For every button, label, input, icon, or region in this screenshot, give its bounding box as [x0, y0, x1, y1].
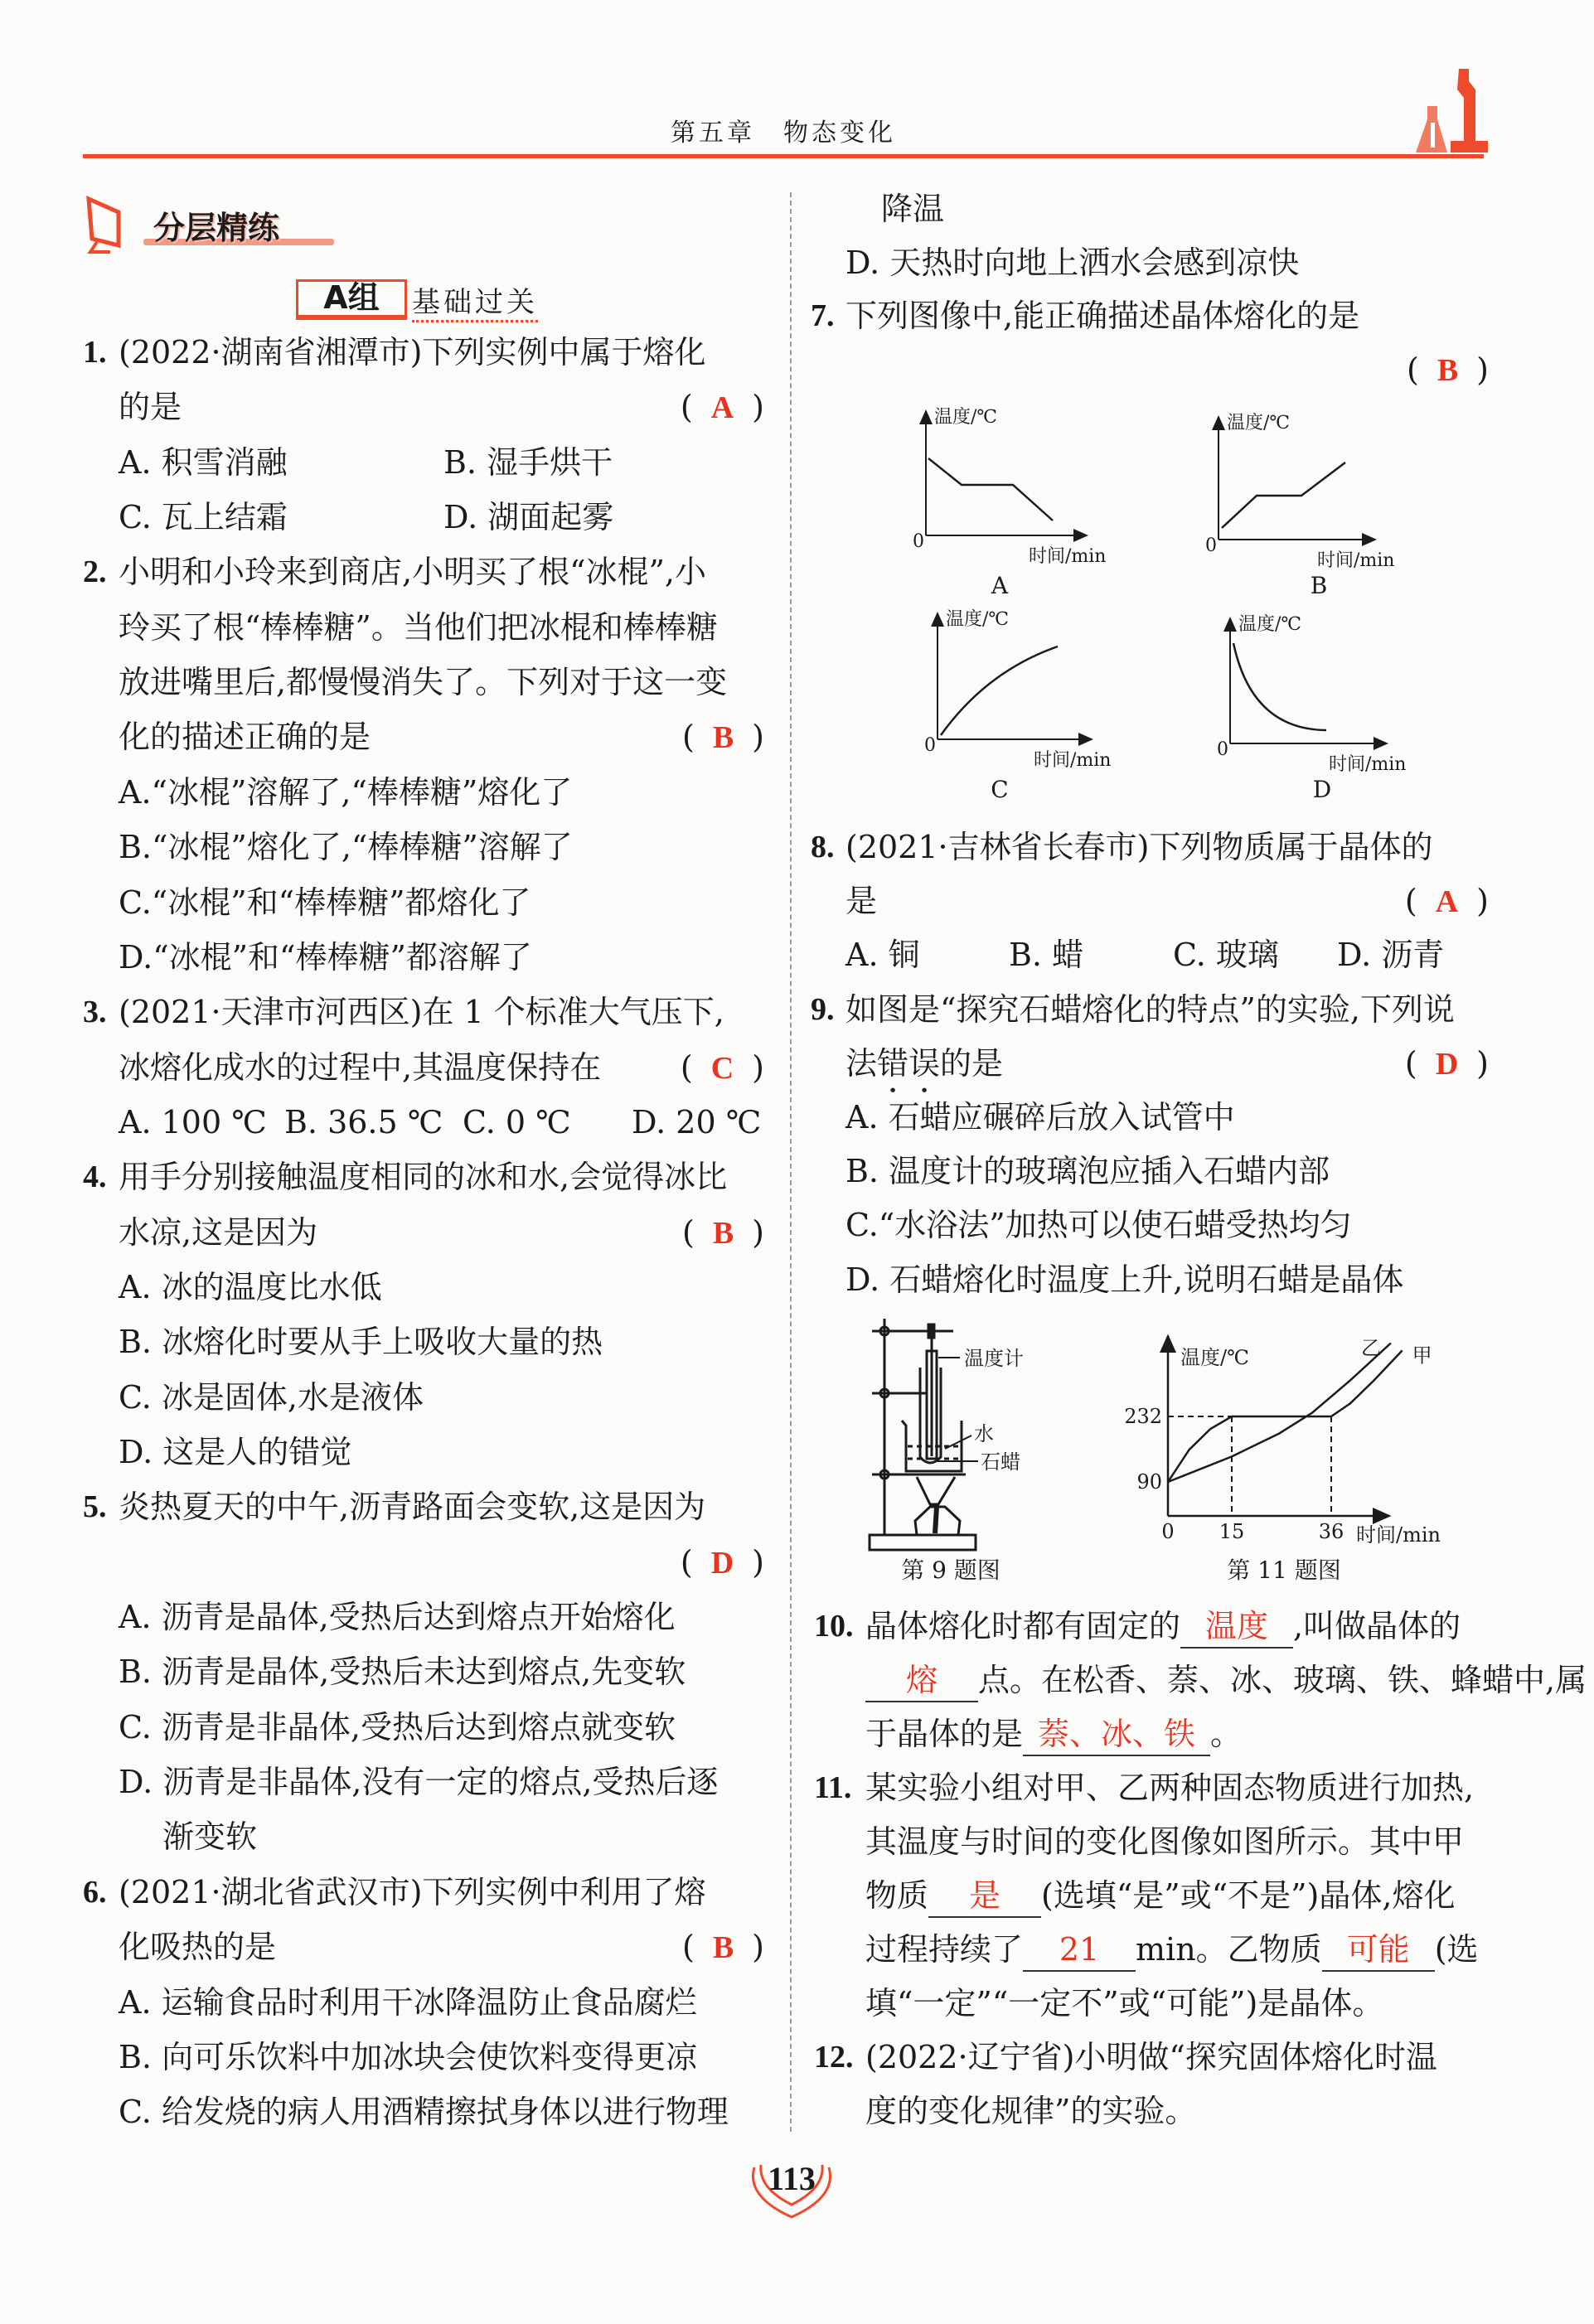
text-segment: A.“冰棍”溶解了,“棒棒糖”熔化了: [119, 773, 573, 811]
question-number: 8.: [811, 830, 835, 864]
question-number: 6.: [83, 1874, 107, 1910]
x-axis-label: 时间/min: [1329, 754, 1407, 775]
chapter-title: 第五章 物态变化: [671, 119, 896, 148]
text-segment: 其温度与时间的变化图像如图所示。其中甲: [865, 1823, 1465, 1860]
text-segment: D. 这是人的错觉: [119, 1434, 352, 1470]
answer-letter: B: [712, 1930, 734, 1966]
text-segment: B. 沥青是晶体,受热后未达到熔点,先变软: [119, 1653, 686, 1691]
text-segment: D. 沥青是非晶体,没有一定的熔点,受热后逐: [119, 1764, 719, 1801]
y-axis-label: 温度/℃: [946, 609, 1010, 630]
answer-option: C. 瓦上结霜: [119, 499, 288, 536]
origin-label: 0: [913, 531, 924, 552]
q7-graphs: [913, 407, 1406, 803]
fill-in-answer: 可能: [1322, 1929, 1435, 1972]
graph-curve: [1222, 462, 1345, 528]
q11-chart: [1124, 1336, 1441, 1547]
text-segment: 冰熔化成水的过程中,其温度保持在: [119, 1048, 602, 1086]
x-axis-label: 时间/min: [1356, 1523, 1441, 1547]
text-segment: (2021·湖北省武汉市)下列实例中利用了熔: [119, 1873, 706, 1910]
x-tick-label: 15: [1219, 1520, 1245, 1543]
y-tick-label: 232: [1124, 1405, 1162, 1428]
graph-c: [924, 609, 1111, 803]
group-subtitle: 基础过关: [412, 279, 538, 322]
answer-bracket: ( B ): [681, 1213, 764, 1251]
x-axis-label: 时间/min: [1029, 546, 1107, 567]
answer-letter: D: [710, 1545, 734, 1581]
text-segment: A. 石蜡应碾碎后放入试管中: [845, 1099, 1235, 1135]
text-segment: 放进嘴里后,都慢慢消失了。下列对于这一变: [119, 664, 728, 701]
answer-letter: A: [710, 390, 734, 426]
question-number: 7.: [811, 298, 835, 334]
text-segment: 下列图像中,能正确描述晶体熔化的是: [845, 298, 1360, 335]
answer-bracket: ( A ): [680, 389, 764, 426]
text-segment: 小明和小玲来到商店,小明买了根“冰棍”,小: [119, 554, 707, 591]
text-segment: D. 石蜡熔化时温度上升,说明石蜡是晶体: [845, 1261, 1404, 1298]
text-segment: 于晶体的是: [865, 1716, 1024, 1752]
text-segment: 的是: [119, 389, 182, 426]
answer-option: D. 湖面起雾: [443, 499, 614, 536]
text-segment: (选填“是”或“不是”)晶体,熔化: [1041, 1877, 1456, 1914]
text-segment: 化的描述正确的是: [119, 719, 371, 756]
text-segment: A. 运输食品时利用干冰降温防止食品腐烂: [119, 1983, 697, 2021]
graph-label: D: [1312, 776, 1332, 803]
text-segment: 水凉,这是因为: [119, 1213, 318, 1251]
graph-b: [1205, 413, 1394, 599]
text-segment: (2022·湖南省湘潭市)下列实例中属于熔化: [119, 334, 706, 370]
fig9-caption: 第 9 题图: [901, 1557, 1000, 1584]
series-label: 乙: [1360, 1336, 1381, 1360]
text-segment: 过程持续了: [865, 1931, 1024, 1968]
text-segment: 降温: [881, 191, 945, 227]
text-segment: 物质: [865, 1877, 929, 1914]
text-segment: (2021·吉林省长春市)下列物质属于晶体的: [845, 829, 1433, 865]
x-axis-label: 时间/min: [1034, 750, 1112, 771]
text-segment: 化吸热的是: [119, 1929, 277, 1966]
text-segment: B. 冰熔化时要从手上吸收大量的热: [119, 1324, 603, 1361]
section-title-text: 分层精练: [153, 210, 280, 246]
text-segment: A. 冰的温度比水低: [119, 1268, 382, 1305]
text-segment: C. 给发烧的病人用酒精擦拭身体以进行物理: [119, 2094, 729, 2131]
answer-letter: A: [1435, 884, 1459, 920]
y-tick-label: 90: [1136, 1470, 1162, 1494]
fill-in-answer: 萘、冰、铁: [1023, 1713, 1210, 1756]
page-number: 113: [768, 2160, 816, 2197]
question-number: 5.: [83, 1489, 107, 1525]
water-label: 水: [974, 1422, 994, 1445]
text-segment: B.“冰棍”熔化了,“棒棒糖”溶解了: [119, 829, 573, 866]
answer-letter: B: [712, 720, 734, 756]
x-tick-label: 0: [1161, 1520, 1175, 1543]
y-axis-label: 温度/℃: [1227, 413, 1291, 433]
text-segment: 填“一定”“一定不”或“可能”)是晶体。: [865, 1985, 1384, 2021]
answer-bracket: ( B ): [681, 1929, 764, 1966]
graph-label: B: [1310, 572, 1328, 599]
graph-label: C: [991, 776, 1009, 803]
text-segment: 点。在松香、萘、冰、玻璃、铁、蜂蜡中,属: [978, 1662, 1587, 1698]
answer-bracket: ( A ): [1404, 883, 1489, 920]
answer-option: B. 36.5 ℃: [284, 1103, 443, 1140]
fill-in-answer: 是: [928, 1875, 1041, 1918]
graph-curve: [1233, 643, 1326, 730]
answer-option: B. 蜡: [1009, 937, 1084, 974]
answer-option: A. 积雪消融: [119, 443, 288, 481]
text-segment: C. 沥青是非晶体,受热后达到熔点就变软: [119, 1708, 676, 1745]
group-badge: A组: [296, 279, 407, 320]
y-axis-label: 温度/℃: [1180, 1346, 1249, 1369]
question-number: 2.: [83, 554, 107, 590]
question-number: 12.: [814, 2040, 854, 2075]
text-segment: ,叫做晶体的: [1293, 1608, 1461, 1644]
y-axis-label: 温度/℃: [1238, 614, 1302, 635]
answer-option: C. 玻璃: [1173, 937, 1279, 974]
fill-in-answer: 21: [1023, 1929, 1136, 1972]
text-segment: 法: [845, 1044, 878, 1082]
x-tick-label: 36: [1318, 1520, 1344, 1543]
text-segment: A. 沥青是晶体,受热后达到熔点开始熔化: [119, 1599, 676, 1636]
text-segment: (2022·辽宁省)小明做“探究固体熔化时温: [865, 2039, 1437, 2075]
graph-curve: [941, 646, 1058, 735]
graph-label: A: [991, 572, 1009, 599]
answer-bracket: ( D ): [680, 1543, 764, 1581]
question-number: 10.: [814, 1609, 854, 1644]
question-number: 9.: [811, 991, 835, 1027]
answer-option: D. 沥青: [1337, 937, 1445, 974]
answer-bracket: ( B ): [681, 719, 764, 756]
text-segment: B. 向可乐饮料中加冰块会使饮料变得更凉: [119, 2038, 698, 2075]
text-segment: 是: [845, 883, 878, 920]
text-segment: B. 温度计的玻璃泡应插入石蜡内部: [845, 1153, 1330, 1190]
text-segment: D.“冰棍”和“棒棒糖”都溶解了: [119, 938, 532, 976]
answer-option: A. 铜: [845, 937, 920, 974]
fill-in-answer: 温度: [1180, 1605, 1293, 1649]
question-number: 3.: [83, 995, 107, 1030]
thermometer-label: 温度计: [964, 1347, 1024, 1370]
origin-label: 0: [924, 735, 936, 756]
graph-curve: [928, 458, 1053, 520]
wax-label: 石蜡: [981, 1450, 1020, 1474]
text-segment: 如图是“探究石蜡熔化的特点”的实验,下列说: [845, 990, 1455, 1028]
flame: [917, 1477, 955, 1504]
answer-option: D. 20 ℃: [632, 1103, 762, 1140]
answer-option: B. 湿手烘干: [443, 443, 613, 481]
answer-letter: C: [710, 1050, 734, 1086]
graph-d: [1217, 614, 1406, 803]
x-axis-label: 时间/min: [1317, 550, 1395, 571]
q9-apparatus-figure: [870, 1319, 978, 1550]
question-number: 11.: [814, 1770, 852, 1805]
answer-bracket: ( D ): [1404, 1044, 1489, 1082]
fig11-caption: 第 11 题图: [1227, 1557, 1341, 1584]
text-segment: D. 天热时向地上洒水会感到凉快: [845, 244, 1300, 281]
question-number: 1.: [83, 335, 107, 370]
text-segment: 渐变软: [162, 1818, 258, 1856]
text-segment: C. 冰是固体,水是液体: [119, 1378, 424, 1416]
text-segment: min。乙物质: [1136, 1931, 1322, 1968]
text-segment: 某实验小组对甲、乙两种固态物质进行加热,: [865, 1770, 1475, 1806]
y-axis-label: 温度/℃: [934, 407, 998, 428]
origin-label: 0: [1217, 739, 1228, 760]
question-number: 4.: [83, 1160, 107, 1195]
text-segment: 晶体熔化时都有固定的: [865, 1608, 1181, 1644]
text-segment: 。: [1210, 1716, 1243, 1752]
answer-bracket: ( C ): [680, 1048, 764, 1086]
answer-bracket: ( B ): [1406, 351, 1489, 389]
answer-letter: B: [712, 1215, 734, 1251]
answer-letter: B: [1437, 353, 1459, 389]
origin-label: 0: [1205, 535, 1217, 556]
text-segment: C.“水浴法”加热可以使石蜡受热均匀: [845, 1207, 1352, 1244]
text-segment: 玲买了根“棒棒糖”。当他们把冰棍和棒棒糖: [119, 608, 718, 646]
graph-a: [913, 407, 1106, 599]
answer-option: A. 100 ℃: [119, 1103, 267, 1140]
fill-in-answer: 熔: [865, 1659, 978, 1702]
text-segment: 度的变化规律”的实验。: [865, 2093, 1197, 2129]
series-label: 甲: [1412, 1344, 1432, 1368]
answer-letter: D: [1435, 1046, 1459, 1082]
answer-option: C. 0 ℃: [463, 1103, 571, 1140]
text-segment: C.“冰棍”和“棒棒糖”都熔化了: [119, 884, 531, 921]
text-segment: 炎热夏天的中午,沥青路面会变软,这是因为: [119, 1489, 706, 1526]
text-segment: (选: [1434, 1931, 1479, 1968]
text-segment: 的是: [940, 1044, 1004, 1082]
text-segment: 用手分别接触温度相同的冰和水,会觉得冰比: [119, 1159, 728, 1196]
text-segment: 错误: [877, 1044, 941, 1082]
stand-base: [870, 1535, 976, 1550]
text-segment: (2021·天津市河西区)在 1 个标准大气压下,: [119, 994, 724, 1031]
